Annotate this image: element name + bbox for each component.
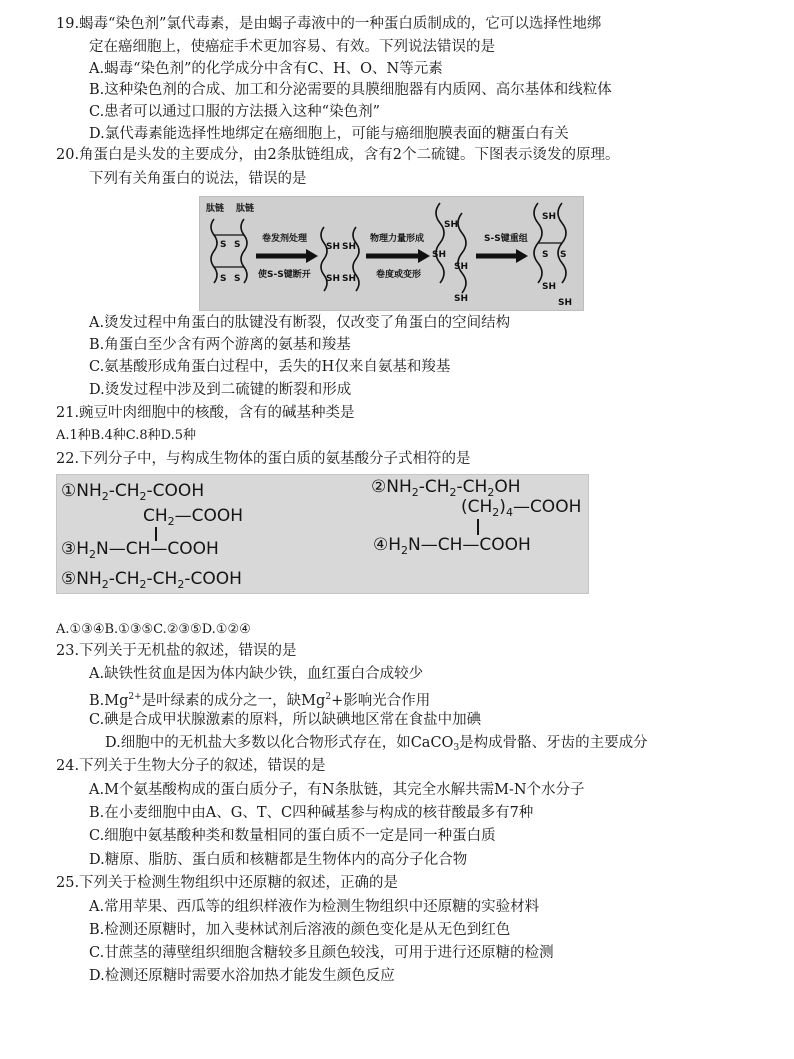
fig1-sh-3: SH bbox=[326, 274, 341, 284]
q20-option-c: C.氨基酸形成角蛋白过程中，丢失的H仅来自氨基和羧基 bbox=[89, 359, 451, 375]
formula-4-bond bbox=[477, 519, 479, 535]
q19-option-d: D.氯代毒素能选择性地绑定在癌细胞上，可能与癌细胞膜表面的糖蛋白有关 bbox=[89, 126, 569, 142]
perm-principle-figure bbox=[199, 196, 584, 311]
fig1-step1-top: 卷发剂处理 bbox=[262, 234, 308, 244]
q24-option-a: A.M个氨基酸构成的蛋白质分子，有N条肽链，其完全水解共需M-N个水分子 bbox=[89, 782, 585, 798]
q21-stem: 21.豌豆叶肉细胞中的核酸，含有的碱基种类是 bbox=[56, 405, 355, 421]
q20-option-d: D.烫发过程中涉及到二硫键的断裂和形成 bbox=[89, 382, 352, 398]
fig1-sh-10: SH bbox=[542, 282, 557, 292]
q23-option-d: D.细胞中的无机盐大多数以化合物形式存在，如CaCO$_3$是构成骨骼、牙齿的主要成分 bbox=[105, 735, 648, 753]
fig1-s-6: S bbox=[560, 250, 567, 260]
q22-options: A.①③④B.①③⑤C.②③⑤D.①②④ bbox=[56, 622, 251, 637]
fig1-label-chain2: 肽链 bbox=[236, 204, 255, 214]
q19-stem-line2: 定在癌细胞上，使癌症手术更加容易、有效。下列说法错误的是 bbox=[89, 39, 495, 55]
fig1-step2-bottom: 卷度或变形 bbox=[376, 270, 422, 280]
q19-stem-line1: 19.蝎毒“染色剂”氯代毒素，是由蝎子毒液中的一种蛋白质制成的，它可以选择性地绑 bbox=[56, 16, 602, 32]
q23-option-b: $B.Mg^{2+}$是叶绿素的成分之一，缺$Mg^2+$影响光合作用 bbox=[89, 692, 431, 709]
q25-option-d: D.检测还原糖时需要水浴加热才能发生颜色反应 bbox=[89, 968, 395, 984]
q25-option-b: B.检测还原糖时，加入斐林试剂后溶液的颜色变化是从无色到红色 bbox=[89, 922, 511, 938]
formula-5: $⑤NH_2-CH_2-CH_2$-COOH bbox=[61, 569, 242, 591]
fig1-step1-bottom: 使S-S键断开 bbox=[258, 270, 311, 280]
fig1-step2-top: 物理力量形成 bbox=[370, 234, 425, 244]
fig1-sh-5: SH bbox=[444, 220, 459, 230]
fig1-sh-8: SH bbox=[454, 294, 469, 304]
formula-3-sidechain: $CH_2—COOH$ bbox=[143, 506, 244, 528]
q24-option-b: B.在小麦细胞中由A、G、T、C四种碱基参与构成的核苷酸最多有7种 bbox=[89, 805, 534, 821]
q20-option-a: A.烫发过程中角蛋白的肽键没有断裂，仅改变了角蛋白的空间结构 bbox=[89, 315, 511, 331]
fig1-sh-7: SH bbox=[454, 262, 469, 272]
fig1-sh-6: SH bbox=[432, 250, 447, 260]
q19-option-b: B.这种染色剂的合成、加工和分泌需要的具膜细胞器有内质网、高尔基体和线粒体 bbox=[89, 82, 612, 98]
formula-4-sidechain: $(CH_2)_4—COOH$ bbox=[461, 497, 582, 519]
fig1-s-1: S bbox=[220, 240, 227, 250]
fig1-s-2: S bbox=[234, 240, 241, 250]
fig1-s-4: S bbox=[234, 274, 241, 284]
q23-option-a: A.缺铁性贫血是因为体内缺少铁，血红蛋白合成较少 bbox=[89, 666, 424, 682]
q24-option-d: D.糖原、脂肪、蛋白质和核糖都是生物体内的高分子化合物 bbox=[89, 852, 468, 868]
q25-stem: 25.下列关于检测生物组织中还原糖的叙述，正确的是 bbox=[56, 875, 399, 891]
q20-option-b: B.角蛋白至少含有两个游离的氨基和羧基 bbox=[89, 337, 351, 353]
q22-stem: 22.下列分子中，与构成生物体的蛋白质的氨基酸分子式相符的是 bbox=[56, 451, 471, 467]
fig1-sh-4: SH bbox=[342, 274, 357, 284]
q23-option-c: C.碘是合成甲状腺激素的原料，所以缺碘地区常在食盐中加碘 bbox=[89, 712, 482, 728]
amino-acid-formulas-figure bbox=[56, 474, 589, 594]
fig1-s-5: S bbox=[542, 250, 549, 260]
fig1-step3-top: S-S键重组 bbox=[484, 234, 528, 244]
q25-option-a: A.常用苹果、西瓜等的组织样液作为检测生物组织中还原糖的实验材料 bbox=[89, 899, 540, 915]
q21-options: A.1种B.4种C.8种D.5种 bbox=[56, 428, 196, 443]
q20-stem-line2: 下列有关角蛋白的说法，错误的是 bbox=[89, 171, 307, 187]
formula-2: $②NH_2-CH_2-CH_2OH$ bbox=[371, 477, 521, 499]
q25-option-c: C.甘蔗茎的薄壁组织细胞含糖较多且颜色较浅，可用于进行还原糖的检测 bbox=[89, 945, 554, 961]
q19-option-c: C.患者可以通过口服的方法摄入这种“染色剂” bbox=[89, 104, 381, 120]
formula-3: $③H_2N—CH—COOH$ bbox=[61, 539, 219, 561]
q24-stem: 24.下列关于生物大分子的叙述，错误的是 bbox=[56, 758, 326, 774]
fig1-sh-1: SH bbox=[326, 242, 341, 252]
fig1-sh-9: SH bbox=[542, 212, 557, 222]
fig1-s-3: S bbox=[220, 274, 227, 284]
fig1-sh-11: SH bbox=[558, 298, 573, 308]
q23-stem: 23.下列关于无机盐的叙述，错误的是 bbox=[56, 643, 297, 659]
q19-option-a: A.蝎毒“染色剂”的化学成分中含有C、H、O、N等元素 bbox=[89, 61, 443, 77]
q20-stem-line1: 20.角蛋白是头发的主要成分，由2条肽链组成，含有2个二硫键。下图表示烫发的原理。 bbox=[56, 147, 620, 163]
q24-option-c: C.细胞中氨基酸种类和数量相同的蛋白质不一定是同一种蛋白质 bbox=[89, 828, 496, 844]
fig1-sh-2: SH bbox=[342, 242, 357, 252]
formula-4: $④H_2N—CH—COOH$ bbox=[373, 535, 531, 557]
formula-1: $①NH_2-CH_2$-COOH bbox=[61, 481, 205, 503]
fig1-label-chain1: 肽链 bbox=[206, 204, 225, 214]
